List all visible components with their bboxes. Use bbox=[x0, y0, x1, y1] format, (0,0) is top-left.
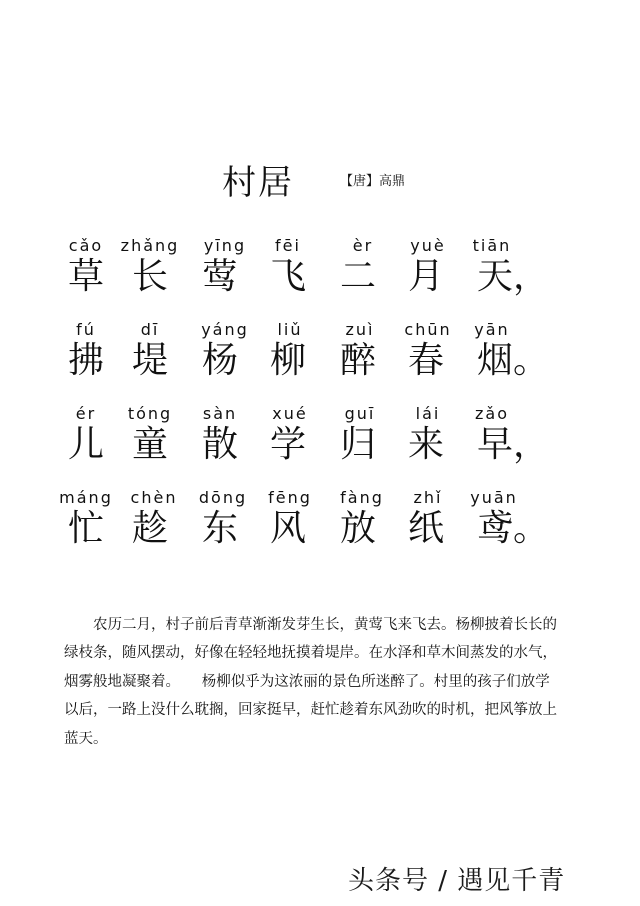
hanzi-char: 归 bbox=[339, 424, 376, 465]
pinyin-syllable: dī bbox=[140, 320, 160, 339]
pinyin-syllable: tóng bbox=[127, 404, 173, 423]
pinyin-syllable: fēng bbox=[268, 488, 312, 507]
title-row bbox=[0, 155, 640, 205]
hanzi-char: 忙 bbox=[67, 508, 104, 549]
pinyin-syllable: máng bbox=[59, 488, 113, 507]
hanzi-char: 长 bbox=[131, 256, 168, 297]
pinyin-syllable: yīng bbox=[203, 236, 247, 255]
pinyin-syllable: tiān bbox=[472, 236, 512, 255]
hanzi-char: 草 bbox=[67, 256, 104, 297]
pinyin-syllable: zuì bbox=[345, 320, 375, 339]
watermark: 头条号 / 遇见千青 bbox=[348, 866, 566, 896]
hanzi-char: 烟。 bbox=[477, 340, 550, 381]
pinyin-syllable: zhǎng bbox=[120, 236, 180, 255]
poem-line bbox=[60, 236, 600, 320]
pinyin-syllable: yuān bbox=[470, 488, 518, 507]
hanzi-char: 二 bbox=[339, 256, 376, 297]
hanzi-char: 柳 bbox=[269, 340, 306, 381]
pinyin-syllable: chèn bbox=[130, 488, 178, 507]
poem-line bbox=[60, 488, 600, 572]
hanzi-char: 放 bbox=[339, 508, 376, 549]
hanzi-char: 醉 bbox=[339, 340, 376, 381]
pinyin-syllable: guī bbox=[344, 404, 376, 423]
pinyin-syllable: fēi bbox=[275, 236, 301, 255]
hanzi-char: 拂 bbox=[67, 340, 104, 381]
pinyin-syllable: zǎo bbox=[475, 404, 509, 423]
pinyin-syllable: èr bbox=[352, 236, 374, 255]
poem-line bbox=[60, 320, 600, 404]
poem-author: 【唐】高鼎 bbox=[340, 174, 406, 189]
hanzi-char: 纸 bbox=[407, 508, 444, 549]
pinyin-syllable: yuè bbox=[410, 236, 446, 255]
pinyin-syllable: ér bbox=[75, 404, 97, 423]
hanzi-char: 飞 bbox=[269, 256, 306, 297]
hanzi-char: 童 bbox=[131, 424, 168, 465]
pinyin-syllable: cǎo bbox=[68, 236, 104, 255]
pinyin-syllable: sàn bbox=[202, 404, 238, 423]
hanzi-char: 儿 bbox=[67, 424, 104, 465]
poem-translation: 农历二月，村子前后青草渐渐发芽生长，黄莺飞来飞去。杨柳披着长长的绿枝条，随风摆动，好像在轻轻地抚摸着堤岸。在水泽和草木间蒸发的水气，烟雾般地凝聚着。 杨柳似乎为这浓丽的景色所迷醉了。村里的孩子们放学以后，一路上没什么耽搁，回家挺早，赶忙趁着东风劲吹的时机，把风筝放上蓝天。 bbox=[64, 616, 557, 747]
hanzi-char: 月 bbox=[407, 256, 444, 297]
hanzi-char: 鸢。 bbox=[477, 508, 550, 549]
pinyin-syllable: xué bbox=[272, 404, 308, 423]
hanzi-char: 杨 bbox=[201, 340, 238, 381]
pinyin-syllable: liǔ bbox=[277, 320, 303, 339]
poem-title: 村居 bbox=[222, 163, 294, 203]
hanzi-char: 早， bbox=[477, 424, 550, 465]
pinyin-syllable: lái bbox=[415, 404, 441, 423]
poem-line bbox=[60, 404, 600, 488]
hanzi-char: 散 bbox=[201, 424, 238, 465]
hanzi-char: 趁 bbox=[131, 508, 168, 549]
poem-body bbox=[60, 236, 600, 572]
pinyin-syllable: fú bbox=[76, 320, 96, 339]
hanzi-char: 天， bbox=[477, 256, 550, 297]
hanzi-char: 堤 bbox=[131, 340, 168, 381]
hanzi-char: 风 bbox=[269, 508, 306, 549]
pinyin-syllable: dōng bbox=[198, 488, 248, 507]
pinyin-syllable: yān bbox=[474, 320, 510, 339]
pinyin-syllable: chūn bbox=[404, 320, 452, 339]
hanzi-char: 莺 bbox=[201, 256, 238, 297]
pinyin-syllable: fàng bbox=[340, 488, 384, 507]
hanzi-char: 东 bbox=[201, 508, 238, 549]
pinyin-syllable: yáng bbox=[201, 320, 249, 339]
hanzi-char: 来 bbox=[407, 424, 444, 465]
pinyin-syllable: zhǐ bbox=[413, 488, 443, 507]
hanzi-char: 学 bbox=[269, 424, 306, 465]
hanzi-char: 春 bbox=[407, 340, 444, 381]
